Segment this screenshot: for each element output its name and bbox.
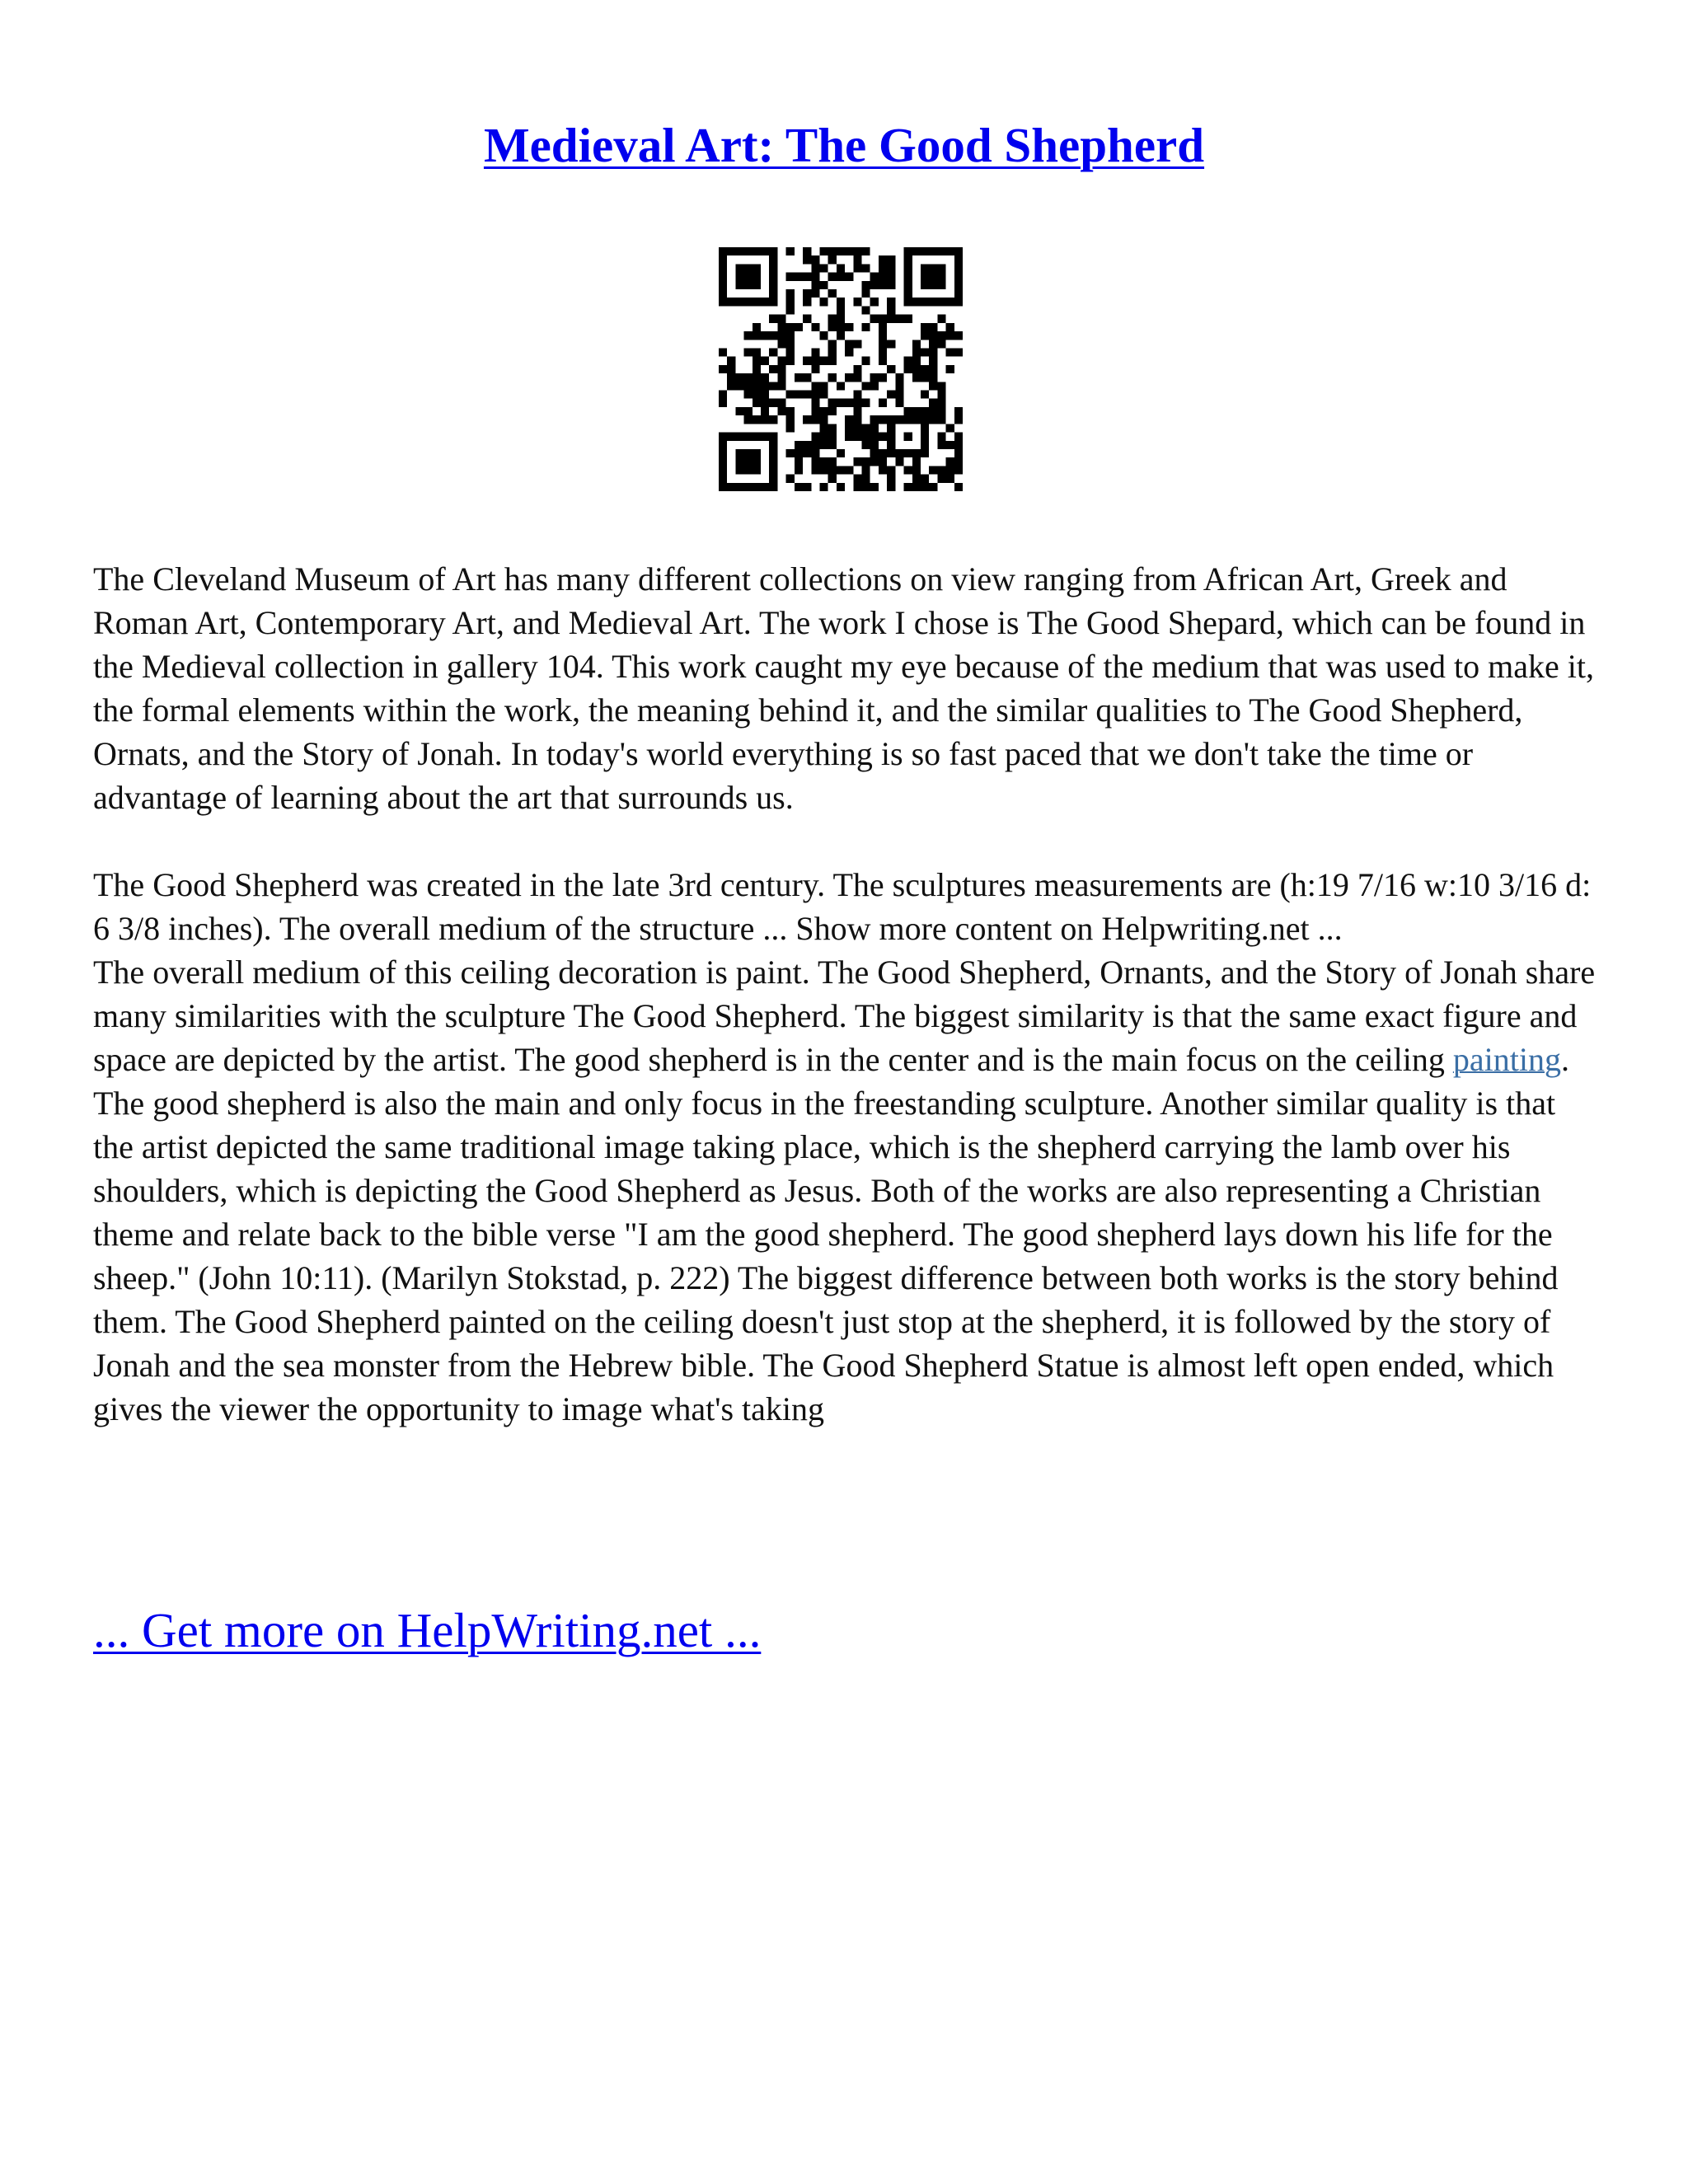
paragraph-measurements: The Good Shepherd was created in the late 3rd century. The sculptures measurements are (h:19 7/16 w:10 3/16 d: 6 3/8 inches). The overall medium of the structure ... Show more content on Helpwriting.net ... bbox=[93, 866, 1592, 947]
paragraph-spacer bbox=[93, 819, 1601, 863]
painting-link[interactable]: painting bbox=[1452, 1041, 1561, 1078]
title-link[interactable]: Medieval Art: The Good Shepherd bbox=[483, 118, 1205, 172]
page-title bbox=[0, 115, 1688, 175]
paragraph-intro: The Cleveland Museum of Art has many different collections on view ranging from African Art, Greek and Roman Art, Contemporary Art, and Medieval Art. The work I chose is The Good Shepard, which can be found in the Medieval collection in gallery 104. This work caught my eye because of the medium that was used to make it, the formal elements within the work, the meaning behind it, and the similar qualities to The Good Shepherd, Ornats, and the Story of Jonah. In today's world everything is so fast paced that we don't take the time or advantage of learning about the art that surrounds us. bbox=[93, 560, 1594, 816]
get-more-link[interactable]: ... Get more on HelpWriting.net ... bbox=[93, 1603, 762, 1657]
paragraph-comparison-start: The overall medium of this ceiling decoration is paint. The Good Shepherd, Ornants, and the Story of Jonah share many similarities with the sculpture The Good Shepherd. The biggest similarity is that the same exact figure and space are depicted by the artist. The good shepherd is in the center and is the main focus on the ceiling bbox=[93, 954, 1596, 1078]
qr-code-icon bbox=[719, 247, 963, 491]
get-more-section bbox=[93, 1601, 761, 1660]
paragraph-comparison-end: . The good shepherd is also the main and only focus in the freestanding sculpture. Another similar quality is that the artist depicted the same traditional image taking place, which is the shepherd carrying the lamb over his shoulders, which is depicting the Good Shepherd as Jesus. Both of the works are also representing a Christian theme and relate back to the bible verse "I am the good shepherd. The good shepherd lays down his life for the sheep." (John 10:11). (Marilyn Stokstad, p. 222) The biggest difference between both works is the story behind them. The Good Shepherd painted on the ceiling doesn't just stop at the shepherd, it is followed by the story of Jonah and the sea monster from the Hebrew bible. The Good Shepherd Statue is almost left open ended, which gives the viewer the opportunity to image what's taking bbox=[93, 1041, 1569, 1427]
article-body bbox=[93, 557, 1601, 1431]
paragraph-comparison bbox=[93, 950, 1601, 1431]
